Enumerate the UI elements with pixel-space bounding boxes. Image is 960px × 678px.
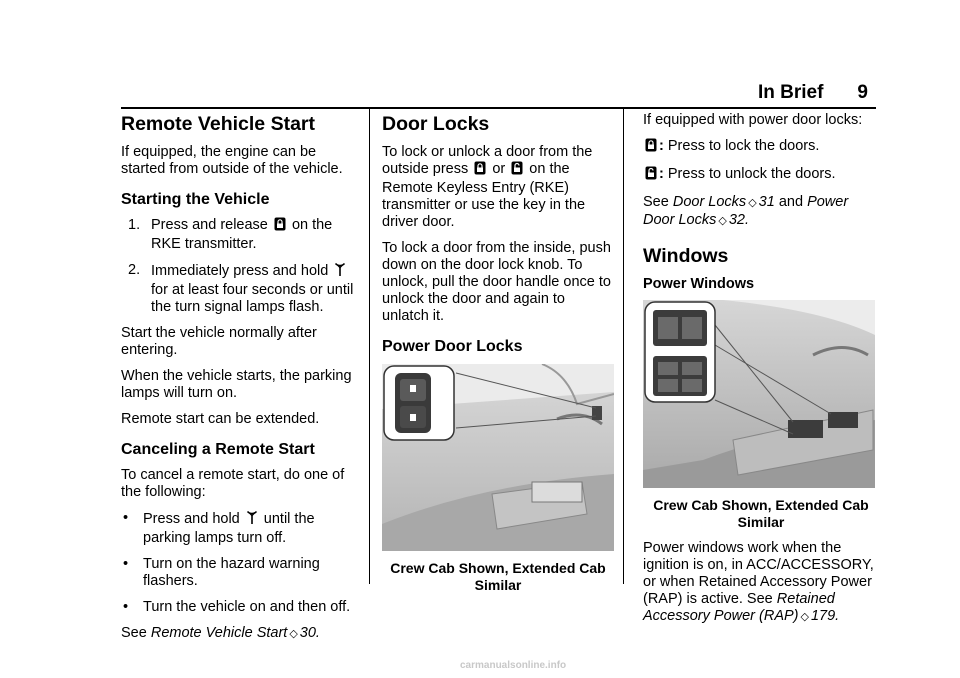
power-windows-body: Power windows work when the ignition is on, in ACC/ACCESSORY, or when Retained Accessory Power (RAP) is active. See — [643, 540, 874, 607]
see-reference — [121, 625, 361, 643]
bullet-marker: • — [123, 599, 129, 615]
colon: : — [659, 166, 664, 182]
lock-instruction — [643, 138, 879, 157]
see-prefix: See — [643, 194, 669, 210]
step-2 — [128, 262, 361, 316]
bullet-text: Press and hold — [143, 511, 240, 527]
door-locks-text-a: To lock or unlock a door from the outside press — [382, 144, 593, 177]
remote-start-intro: If equipped, the engine can be started from outside of the vehicle. — [121, 144, 343, 177]
bullet-marker: • — [123, 556, 129, 572]
section-heading-door-locks: Door Locks — [382, 113, 490, 135]
power-windows-text — [643, 540, 879, 626]
column-door-locks — [382, 112, 614, 594]
see-reference — [643, 194, 879, 230]
reference-link[interactable]: Remote Vehicle Start — [150, 625, 288, 641]
unlock-instruction — [643, 166, 879, 185]
see-prefix: See — [121, 625, 147, 641]
power-door-locks-illustration — [382, 364, 614, 551]
unlock-key-icon — [645, 166, 657, 185]
lock-key-icon — [274, 217, 286, 236]
step-text: for at least four seconds or until the turn signal lamps flash. — [151, 282, 354, 315]
power-windows-illustration — [643, 300, 879, 488]
figure-caption: Crew Cab Shown, Extended Cab Similar — [390, 560, 606, 593]
subheading-starting: Starting the Vehicle — [121, 191, 270, 208]
bullet-text: until the parking lamps turn off. — [143, 511, 315, 546]
step-text: Press and release — [151, 217, 268, 233]
bullet-item — [121, 599, 361, 616]
bullet-text: Turn the vehicle on and then off. — [143, 599, 351, 615]
reference-link[interactable]: Power Door Locks — [643, 194, 849, 228]
step-number: 2. — [128, 262, 141, 278]
page-header — [758, 82, 868, 104]
lock-key-icon — [645, 138, 657, 157]
power-locks-intro: If equipped with power door locks: — [643, 112, 863, 128]
remote-start-icon — [334, 262, 346, 282]
header-rule — [121, 107, 876, 109]
column-divider-1 — [369, 109, 370, 584]
reference-link[interactable]: Door Locks — [672, 194, 747, 210]
subheading-power-windows: Power Windows — [643, 276, 755, 292]
and-text: and — [778, 194, 804, 210]
reference-link[interactable]: Retained Accessory Power (RAP) — [643, 591, 835, 624]
step-text: Immediately press and hold — [151, 263, 329, 279]
remote-start-icon — [246, 510, 258, 530]
reference-page[interactable]: 31 — [758, 194, 775, 210]
door-locks-text — [382, 144, 614, 231]
inside-lock-text: To lock a door from the inside, push down on the door lock knob. To unlock, pull the door handle once to unlock the door and again to unlatch it. — [382, 240, 611, 324]
reference-page[interactable]: 32. — [728, 212, 749, 228]
parking-lamps-text: When the vehicle starts, the parking lamps will turn on. — [121, 368, 352, 401]
column-remote-start — [121, 112, 361, 652]
lock-key-icon — [474, 161, 486, 180]
column-windows — [643, 112, 879, 635]
unlock-text: Press to unlock the doors. — [667, 166, 836, 182]
subheading-canceling: Canceling a Remote Start — [121, 441, 315, 458]
page-arrow-icon: ◇ — [800, 611, 809, 623]
unlock-key-icon — [511, 161, 523, 180]
lock-text: Press to lock the doors. — [667, 138, 820, 154]
or-text: or — [492, 161, 506, 177]
bullet-text: Turn on the hazard warning flashers. — [143, 556, 320, 589]
watermark: carmanualsonline.info — [460, 660, 567, 671]
section-title: In Brief — [757, 82, 824, 103]
reference-page[interactable]: 30. — [299, 625, 320, 641]
step-number: 1. — [128, 217, 141, 233]
section-heading-windows: Windows — [643, 245, 729, 267]
step-1 — [128, 217, 361, 253]
extend-text: Remote start can be extended. — [121, 411, 320, 427]
page-number: 9 — [857, 82, 868, 103]
colon: : — [659, 138, 664, 154]
cancel-intro: To cancel a remote start, do one of the following: — [121, 467, 345, 500]
bullet-item — [121, 510, 361, 547]
reference-page[interactable]: 179. — [810, 608, 840, 624]
section-heading-remote-start: Remote Vehicle Start — [121, 113, 315, 135]
page-arrow-icon: ◇ — [718, 215, 727, 227]
figure-caption: Crew Cab Shown, Extended Cab Similar — [653, 497, 869, 530]
bullet-item — [121, 556, 361, 590]
step-text: on the RKE transmitter. — [151, 217, 333, 252]
start-normally-text: Start the vehicle normally after entering. — [121, 325, 317, 358]
column-divider-2 — [623, 109, 624, 584]
door-locks-text-b: on the Remote Keyless Entry (RKE) transmitter or use the key in the driver door. — [382, 161, 586, 230]
bullet-marker: • — [123, 510, 129, 526]
page-arrow-icon: ◇ — [748, 197, 757, 209]
subheading-power-door-locks: Power Door Locks — [382, 338, 523, 355]
page-arrow-icon: ◇ — [289, 628, 298, 640]
